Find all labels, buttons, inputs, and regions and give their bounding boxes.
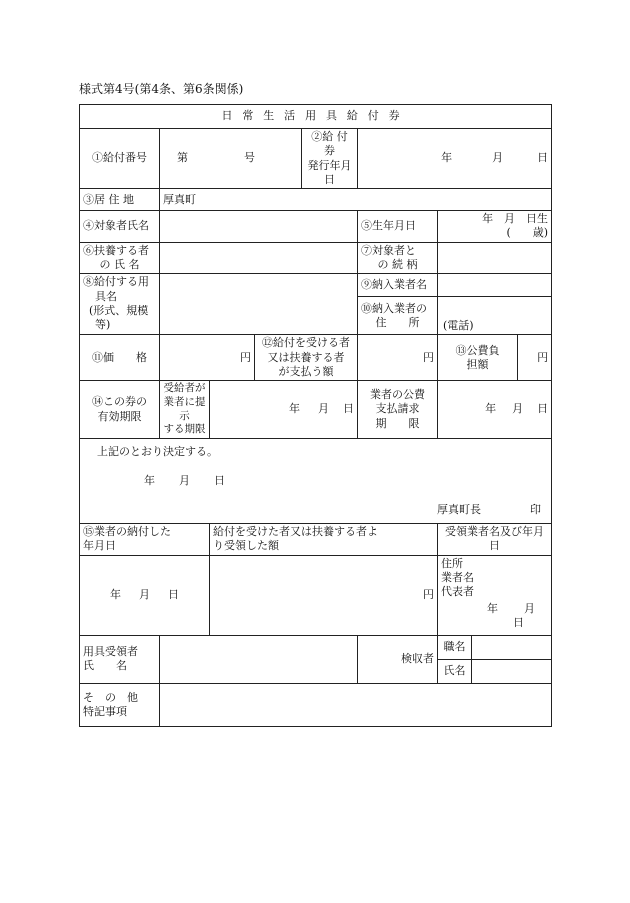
receipt-date: 年 月日 bbox=[487, 601, 535, 630]
birth-date-field[interactable]: 年 月 日生 ( 歳) bbox=[438, 211, 552, 243]
item-name-field[interactable] bbox=[160, 274, 358, 335]
price-field[interactable]: 円 bbox=[160, 335, 255, 381]
voucher-number-label: ①給付番号 bbox=[80, 129, 160, 189]
vendor-company-line: 業者名 bbox=[441, 571, 474, 585]
form-number-label: 様式第4号(第4条、第6条関係) bbox=[79, 82, 244, 96]
issue-date-label: ②給 付 券 発行年月日 bbox=[302, 129, 358, 189]
residence-field[interactable]: 厚真町 bbox=[160, 189, 552, 211]
mayor-label: 厚真町長 bbox=[437, 502, 481, 516]
subject-name-field[interactable] bbox=[160, 211, 358, 243]
received-amount-field[interactable]: 円 bbox=[210, 555, 438, 635]
inspector-name-field[interactable] bbox=[472, 659, 552, 683]
delivery-date-label: ⑮業者の納付した 年月日 bbox=[80, 523, 210, 555]
receiver-name-field[interactable] bbox=[160, 635, 358, 683]
vendor-address-line: 住所 bbox=[441, 556, 463, 570]
inspector-position-field[interactable] bbox=[472, 635, 552, 659]
presentation-deadline-field[interactable]: 年 月 日 bbox=[210, 381, 358, 439]
price-label: ⑪価 格 bbox=[80, 335, 160, 381]
inspector-name-label: 氏名 bbox=[438, 659, 472, 683]
phone-label: (電話) bbox=[443, 319, 474, 333]
receipt-vendor-field[interactable] bbox=[438, 555, 552, 635]
vendor-name-label: ⑨納入業者名 bbox=[358, 274, 438, 297]
item-name-label: ⑧給付する用 具名 (形式、規模 等) bbox=[80, 274, 160, 335]
public-share-label: ⑬公費負 担額 bbox=[438, 335, 518, 381]
guardian-name-label: ⑥扶養する者 の 氏 名 bbox=[80, 242, 160, 274]
delivery-date-field[interactable]: 年 月 日 bbox=[80, 555, 210, 635]
inspector-position-label: 職名 bbox=[438, 635, 472, 659]
voucher-number-field[interactable]: 第 号 bbox=[160, 129, 302, 189]
issue-date-field[interactable]: 年 月 日 bbox=[358, 129, 552, 189]
vendor-name-field[interactable] bbox=[438, 274, 552, 297]
guardian-name-field[interactable] bbox=[160, 242, 358, 274]
seal-mark: 印 bbox=[530, 502, 541, 516]
decision-section bbox=[80, 438, 552, 523]
copay-label: ⑫給付を受ける者 又は扶養する者 が支払う額 bbox=[255, 335, 358, 381]
received-amount-label: 給付を受けた者又は扶養する者よ り受領した額 bbox=[210, 523, 438, 555]
claim-deadline-field[interactable]: 年 月 日 bbox=[438, 381, 552, 439]
relationship-label: ⑦対象者と の 続 柄 bbox=[358, 242, 438, 274]
form-title: 日常生活用具給付券 bbox=[80, 105, 552, 129]
presentation-deadline-label: 受給者が 業者に提示 する期限 bbox=[160, 381, 210, 439]
validity-label: ⑭この券の 有効期限 bbox=[80, 381, 160, 439]
vendor-address-field[interactable] bbox=[438, 297, 552, 335]
other-notes-label: そ の 他 特記事項 bbox=[80, 683, 160, 726]
residence-label: ③居 住 地 bbox=[80, 189, 160, 211]
birth-date-label: ⑤生年月日 bbox=[358, 211, 438, 243]
receipt-vendor-label: 受領業者名及び年月日 bbox=[438, 523, 552, 555]
other-notes-field[interactable] bbox=[160, 683, 552, 726]
vendor-rep-line: 代表者 bbox=[441, 585, 474, 599]
claim-deadline-label: 業者の公費 支払請求 期 限 bbox=[358, 381, 438, 439]
subject-name-label: ④対象者氏名 bbox=[80, 211, 160, 243]
benefit-voucher-form bbox=[79, 104, 552, 727]
decision-date[interactable]: 年 月 日 bbox=[144, 473, 225, 487]
copay-field[interactable]: 円 bbox=[358, 335, 438, 381]
relationship-field[interactable] bbox=[438, 242, 552, 274]
inspector-label: 検収者 bbox=[358, 635, 438, 683]
decision-text: 上記のとおり決定する。 bbox=[97, 444, 218, 458]
vendor-address-label: ⑩納入業者の 住 所 bbox=[358, 297, 438, 335]
receiver-name-label: 用具受領者 氏 名 bbox=[80, 635, 160, 683]
public-share-field[interactable]: 円 bbox=[518, 335, 552, 381]
